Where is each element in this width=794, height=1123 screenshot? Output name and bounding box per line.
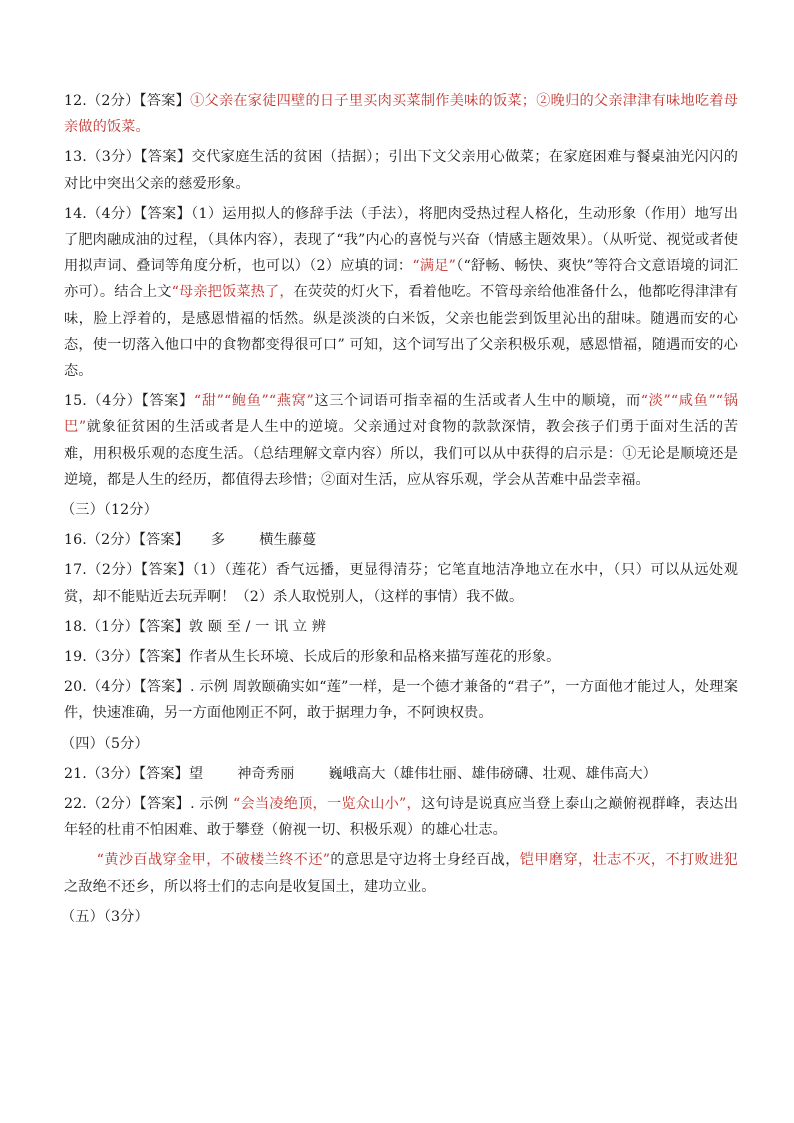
answer-q17 <box>64 557 738 609</box>
answer-text: 巍峨高大（雄伟壮丽、雄伟磅礴、壮观、雄伟高大） <box>328 765 657 782</box>
answer-text-highlighted: ①父亲在家徒四壁的日子里买肉买菜制作美味的饭菜；②晚归的父亲津津有味地吃着母亲做的饭菜。 <box>64 93 738 136</box>
section-heading-3: （三）（12分） <box>61 502 158 519</box>
answer-q18 <box>64 614 738 640</box>
answer-text-highlighted: “甜”“鲍鱼”“燕窝” <box>193 393 314 410</box>
answer-text: （1）（莲花）香气远播，更显得清芬；它笔直地洁净地立在水中，（只）可以从远处观赏，却不能贴近去玩弄啊！（2）杀人取悦别人，（这样的事情）我不做。 <box>64 562 738 605</box>
answer-text: 之敌绝不还乡，所以将士们的志向是收复国土，建功立业。 <box>64 878 436 895</box>
answer-text: 神奇秀丽 <box>237 765 295 782</box>
answer-number: 21.（3分）【答案】 <box>64 765 189 782</box>
answer-number: 17.（2分）【答案】 <box>64 562 193 579</box>
answer-number: 13.（3分）【答案】 <box>64 149 192 166</box>
answer-q14 <box>64 201 738 384</box>
answer-number: 15.（4分）【答案】 <box>64 393 194 410</box>
answer-text: . 示例 <box>190 796 233 813</box>
answer-q21 <box>64 761 738 787</box>
answer-q16 <box>64 527 738 553</box>
answer-q22-paragraph-2 <box>64 847 738 899</box>
answer-text: 交代家庭生活的贫困（拮据）；引出下文父亲用心做菜；在家庭困难与餐桌油光闪闪的对比中突出父亲的慈爱形象。 <box>64 149 738 192</box>
answer-number: 18.（1分）【答案】 <box>64 618 189 635</box>
answer-text: （1）运用拟人的修辞手法（手法），将肥肉受热过程人格化，生动形象（作用）地写出了肥肉融成油的过程，（具体内容），表现了“我”内心的喜悦与兴奋（情感主题效果）。（从听觉、视觉或者使用拟声词、叠词等角度分析，也可以）（2）应填的词： <box>64 205 738 275</box>
answer-text: 在荧荧的灯火下，看着他吃。不管母亲给他准备什么，他都吃得津津有味，脸上浮着的，是感恩惜福的恬然。纵是淡淡的白米饭，父亲也能尝到饭里沁出的甜味。随遇而安的心态，使一切落入他口中的食物都变得很可口” 可知，这个词写出了父亲积极乐观，感恩惜福，随遇而安的心态。 <box>64 284 739 380</box>
answer-text: 就象征贫困的生活或者是人生中的逆境。父亲通过对食物的款款深情，教会孩子们勇于面对生活的苦难，用积极乐观的态度生活。（总结理解文章内容）所以，我们可以从中获得的启示是：①无论是顺境还是逆境，都是人生的经历，都值得去珍惜；②面对生活，应从容乐观，学会从苦难中品尝幸福。 <box>64 419 738 488</box>
answer-sheet-page <box>61 88 739 930</box>
answer-q20 <box>64 674 738 726</box>
answer-text-highlighted: “会当凌绝顶，一览众山小”， <box>232 796 421 813</box>
answer-number: 12.（2分）【答案】 <box>64 93 191 109</box>
answer-number: 20.（4分）【答案】 <box>64 679 190 696</box>
answer-text: . 示例 周敦颐确实如“莲”一样，是一个德才兼备的“君子”，一方面他才能过人，处理案件，快速准确，另一方面他刚正不阿，敢于据理力争，不阿谀权贵。 <box>64 679 738 722</box>
answer-q19 <box>64 644 738 670</box>
answer-number: 22.（2分）【答案】 <box>64 796 191 813</box>
answer-text: 望 <box>188 765 204 782</box>
section-heading-4: （四）（5分） <box>61 735 149 752</box>
answer-number: 14.（4分）【答案】 <box>64 205 192 222</box>
answer-q12 <box>64 88 738 140</box>
answer-text: 横生藤蔓 <box>259 532 317 549</box>
answer-text-highlighted: “淡”“咸鱼”“锅巴” <box>64 393 738 436</box>
answer-q22 <box>64 791 738 843</box>
answer-number: 19.（3分）【答案】 <box>64 649 189 666</box>
answer-text-highlighted: “满足” <box>412 258 457 275</box>
answer-text: 多 <box>210 532 226 549</box>
answer-text: 敦 颐 至 / 一 讯 立 辨 <box>188 618 327 635</box>
section-heading-5: （五）（3分） <box>61 908 149 925</box>
answer-number: 16.（2分）【答案】 <box>64 532 189 549</box>
answer-text: （“舒畅、畅快、爽快”等符合文意语境的词汇亦可）。结合上文 <box>64 258 738 301</box>
answer-text-highlighted: “黄沙百战穿金甲，不破楼兰终不还” <box>96 852 331 869</box>
answer-text: 这句诗是说真应当登上泰山之巅俯视群峰，表达出年轻的杜甫不怕困难、敢于攀登（俯视一切、积极乐观）的雄心壮志。 <box>64 796 738 839</box>
answer-q13 <box>64 144 738 196</box>
answer-text: 的意思是守边将士身经百战， <box>330 852 520 869</box>
answer-text-highlighted: 铠甲磨穿，壮志不灭，不打败进犯 <box>519 852 738 869</box>
answer-text: 这三个词语可指幸福的生活或者人生中的顺境，而 <box>313 393 641 410</box>
answer-text: 作者从生长环境、长成后的形象和品格来描写莲花的形象。 <box>188 649 561 666</box>
answer-q15 <box>64 388 738 493</box>
answer-text-highlighted: “母亲把饭菜热了， <box>171 284 294 301</box>
